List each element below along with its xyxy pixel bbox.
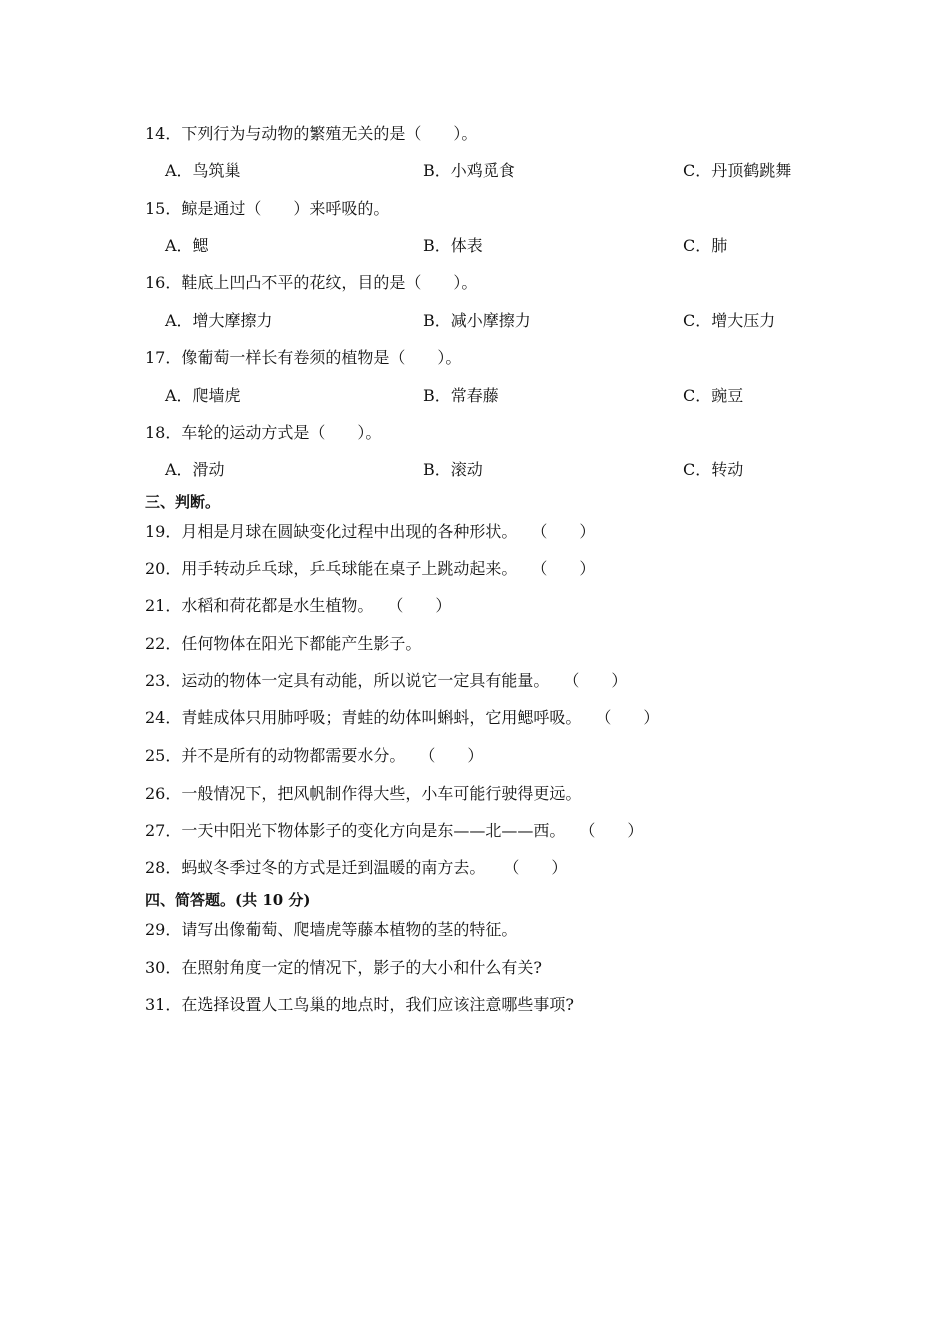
section-heading-short-answer: 四、简答题。(共 10 分) bbox=[145, 891, 311, 909]
option-18-b: B．滚动 bbox=[423, 460, 483, 479]
question-17: 17．像葡萄一样长有卷须的植物是（ ）。 bbox=[145, 348, 462, 367]
option-18-c: C．转动 bbox=[683, 460, 744, 479]
question-28-text: 28．蚂蚁冬季过冬的方式是迁到温暖的南方去。 bbox=[145, 858, 486, 877]
option-14-a: A．鸟筑巢 bbox=[165, 161, 241, 180]
section-heading-judge: 三、判断。 bbox=[145, 493, 221, 511]
option-17-c: C．豌豆 bbox=[683, 386, 744, 405]
question-23 bbox=[145, 671, 627, 691]
option-15-a: A．鳃 bbox=[165, 236, 209, 255]
question-29: 29．请写出像葡萄、爬墙虎等藤本植物的茎的特征。 bbox=[145, 920, 518, 939]
question-24 bbox=[145, 708, 659, 728]
option-18-a: A．滑动 bbox=[165, 460, 225, 479]
question-26-text: 26．一般情况下，把风帆制作得大些，小车可能行驶得更远。 bbox=[145, 784, 582, 803]
answer-paren-28: （ ） bbox=[503, 858, 568, 877]
option-16-b: B．减小摩擦力 bbox=[423, 311, 531, 330]
question-20-text: 20．用手转动乒乓球，乒乓球能在桌子上跳动起来。 bbox=[145, 559, 518, 578]
question-30: 30．在照射角度一定的情况下，影子的大小和什么有关? bbox=[145, 958, 542, 977]
answer-paren-21: （ ） bbox=[387, 596, 452, 615]
option-16-a: A．增大摩擦力 bbox=[165, 311, 273, 330]
option-15-b: B．体表 bbox=[423, 236, 483, 255]
question-22-text: 22．任何物体在阳光下都能产生影子。 bbox=[145, 634, 422, 653]
answer-paren-19: （ ） bbox=[531, 522, 596, 541]
option-17-a: A．爬墙虎 bbox=[165, 386, 241, 405]
question-28 bbox=[145, 858, 567, 878]
question-27 bbox=[145, 821, 643, 841]
question-25-text: 25．并不是所有的动物都需要水分。 bbox=[145, 746, 406, 765]
question-24-text: 24．青蛙成体只用肺呼吸；青蛙的幼体叫蝌蚪，它用鳃呼吸。 bbox=[145, 708, 582, 727]
question-21-text: 21．水稻和荷花都是水生植物。 bbox=[145, 596, 374, 615]
answer-paren-20: （ ） bbox=[531, 559, 596, 578]
answer-paren-27: （ ） bbox=[579, 821, 644, 840]
answer-paren-24: （ ） bbox=[595, 708, 660, 727]
question-22 bbox=[145, 634, 421, 654]
question-23-text: 23．运动的物体一定具有动能，所以说它一定具有能量。 bbox=[145, 671, 550, 690]
question-18: 18．车轮的运动方式是（ ）。 bbox=[145, 423, 382, 442]
question-14: 14．下列行为与动物的繁殖无关的是（ ）。 bbox=[145, 124, 478, 143]
question-21 bbox=[145, 596, 451, 616]
question-19 bbox=[145, 522, 595, 542]
question-20 bbox=[145, 559, 595, 579]
question-15: 15．鲸是通过（ ）来呼吸的。 bbox=[145, 199, 390, 218]
option-14-b: B．小鸡觅食 bbox=[423, 161, 515, 180]
answer-paren-25: （ ） bbox=[419, 746, 484, 765]
question-25 bbox=[145, 746, 483, 766]
question-26 bbox=[145, 784, 581, 804]
question-27-text: 27．一天中阳光下物体影子的变化方向是东——北——西。 bbox=[145, 821, 566, 840]
option-16-c: C．增大压力 bbox=[683, 311, 776, 330]
question-19-text: 19．月相是月球在圆缺变化过程中出现的各种形状。 bbox=[145, 522, 518, 541]
answer-paren-23: （ ） bbox=[563, 671, 628, 690]
option-17-b: B．常春藤 bbox=[423, 386, 499, 405]
option-15-c: C．肺 bbox=[683, 236, 728, 255]
option-14-c: C．丹顶鹤跳舞 bbox=[683, 161, 792, 180]
question-16: 16．鞋底上凹凸不平的花纹，目的是（ ）。 bbox=[145, 273, 478, 292]
question-31: 31．在选择设置人工鸟巢的地点时，我们应该注意哪些事项? bbox=[145, 995, 574, 1014]
